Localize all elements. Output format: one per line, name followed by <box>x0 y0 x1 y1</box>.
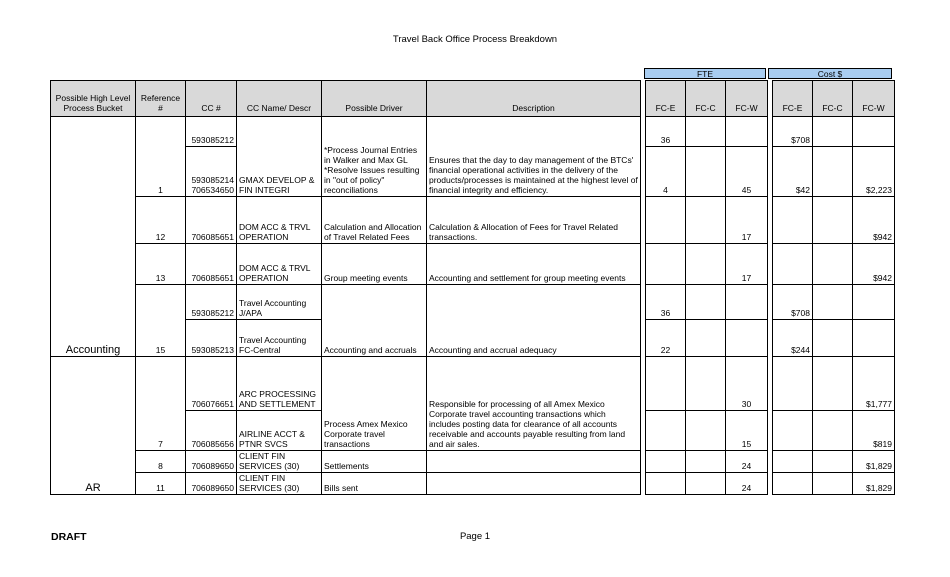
table-row: AR 706076651 ARC PROCESSING AND SETTLEMENT Process Amex Mexico Corporate travel transactions Responsible for processing of all Amex Mexico Corporate travel accounting transactions which includes posting data for clearance of all accounts receivable and accounts payable resulting from land and air sales. 30 $1,777 <box>51 357 895 411</box>
cost-group-header: Cost $ <box>768 68 892 79</box>
col-cost-c: FC-C <box>813 81 853 117</box>
col-driver: Possible Driver <box>322 81 427 117</box>
table-row: 1 593085214 706534650 GMAX DEVELOP & FIN INTEGRI 4 45 $42 $2,223 <box>51 147 895 197</box>
page-number: Page 1 <box>459 531 491 542</box>
table-row: 15 593085213 Travel Accounting FC-Central Accounting and accruals Accounting and accrual adequacy 22 $244 <box>51 320 895 357</box>
fte-group-header: FTE <box>644 68 766 79</box>
description-cell: Responsible for processing of all Amex Mexico Corporate travel accounting transactions which includes posting data for clearance of all accounts receivable and accounts payable resulting from land and air sales. <box>427 357 641 451</box>
col-fte-w: FC-W <box>726 81 768 117</box>
bucket-ar: AR <box>51 357 136 495</box>
col-cost-e: FC-E <box>773 81 813 117</box>
col-cc: CC # <box>186 81 237 117</box>
table-row: 593085212 Travel Accounting J/APA 36 $708 <box>51 285 895 320</box>
table-row: 7 706085656 AIRLINE ACCT & PTNR SVCS 15 $819 <box>51 411 895 451</box>
description-cell: Ensures that the day to day management of the BTCs' financial operational activities in the delivery of the products/processes is maintained at the highest level of financial integrity and efficiency. <box>427 117 641 197</box>
table-row: Accounting 593085212 *Process Journal Entries in Walker and Max GL *Resolve Issues resulting in "out of policy" reconciliations Ensures that the day to day management of the BTCs' financial operational activities in the delivery of the products/processes is maintained at the highest level of financial integrity and efficiency. 36 $708 <box>51 117 895 147</box>
driver-cell: *Process Journal Entries in Walker and Max GL *Resolve Issues resulting in "out of policy" reconciliations <box>322 117 427 197</box>
col-ref: Reference # <box>136 81 186 117</box>
bucket-accounting: Accounting <box>51 117 136 357</box>
table-row: 12 706085651 DOM ACC & TRVL OPERATION Calculation and Allocation of Travel Related Fees Calculation & Allocation of Fees for Travel Related transactions. 17 $942 <box>51 197 895 244</box>
header-row <box>51 81 895 117</box>
table-row: 8 706089650 CLIENT FIN SERVICES (30) Settlements 24 $1,829 <box>51 451 895 473</box>
process-table <box>50 80 895 495</box>
col-fte-e: FC-E <box>646 81 686 117</box>
col-fte-c: FC-C <box>686 81 726 117</box>
driver-cell: Process Amex Mexico Corporate travel transactions <box>322 357 427 451</box>
table-row: 11 706089650 CLIENT FIN SERVICES (30) Bills sent 24 $1,829 <box>51 473 895 495</box>
col-bucket: Possible High Level Process Bucket <box>51 81 136 117</box>
col-description: Description <box>427 81 641 117</box>
draft-label: DRAFT <box>51 531 87 543</box>
col-ccname: CC Name/ Descr <box>237 81 322 117</box>
page-title: Travel Back Office Process Breakdown <box>392 34 558 45</box>
table-row: 13 706085651 DOM ACC & TRVL OPERATION Group meeting events Accounting and settlement for group meeting events 17 $942 <box>51 244 895 285</box>
col-cost-w: FC-W <box>853 81 895 117</box>
